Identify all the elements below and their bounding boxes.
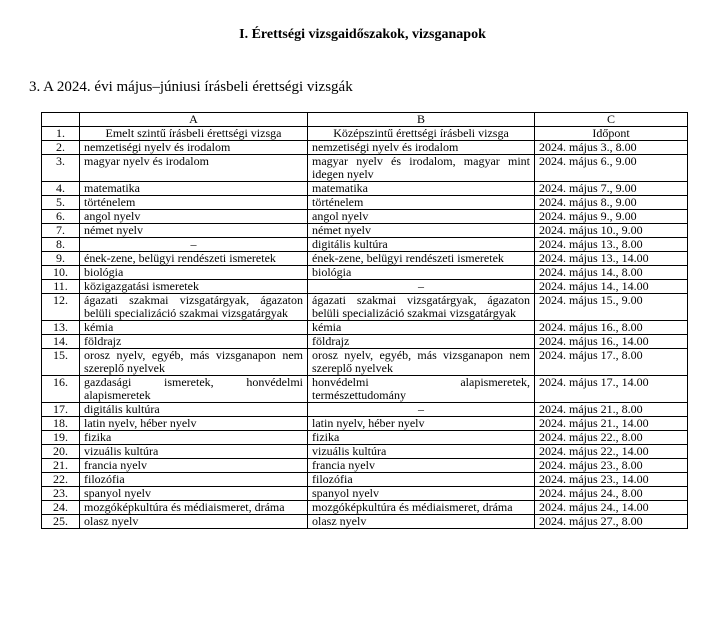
column-letter-c: C	[535, 113, 688, 127]
row-number: 7.	[42, 224, 80, 238]
table-row	[42, 417, 688, 431]
advanced-level-subject: digitális kultúra	[80, 403, 308, 417]
row-number: 2.	[42, 141, 80, 155]
column-letter-row	[42, 113, 688, 127]
intermediate-level-subject: –	[308, 403, 535, 417]
row-number: 10.	[42, 266, 80, 280]
table-row	[42, 335, 688, 349]
table-row	[42, 294, 688, 321]
exam-date: 2024. május 16., 14.00	[535, 335, 688, 349]
row-number: 16.	[42, 376, 80, 403]
exam-schedule-table	[41, 112, 688, 529]
corner-cell	[42, 113, 80, 127]
exam-date: 2024. május 13., 8.00	[535, 238, 688, 252]
advanced-level-subject: magyar nyelv és irodalom	[80, 155, 308, 182]
exam-date: 2024. május 16., 8.00	[535, 321, 688, 335]
advanced-level-subject: –	[80, 238, 308, 252]
row-number: 8.	[42, 238, 80, 252]
advanced-level-subject: filozófia	[80, 473, 308, 487]
advanced-level-subject: mozgóképkultúra és médiaismeret, dráma	[80, 501, 308, 515]
exam-date: 2024. május 23., 8.00	[535, 459, 688, 473]
table-row	[42, 403, 688, 417]
table-row	[42, 349, 688, 376]
exam-date: 2024. május 24., 8.00	[535, 487, 688, 501]
table-row	[42, 196, 688, 210]
advanced-level-subject: fizika	[80, 431, 308, 445]
intermediate-level-subject: magyar nyelv és irodalom, magyar mint idegen nyelv	[308, 155, 535, 182]
row-number: 15.	[42, 349, 80, 376]
table-row	[42, 321, 688, 335]
advanced-level-subject: vizuális kultúra	[80, 445, 308, 459]
exam-date: 2024. május 6., 9.00	[535, 155, 688, 182]
exam-date: 2024. május 14., 14.00	[535, 280, 688, 294]
exam-date: 2024. május 17., 14.00	[535, 376, 688, 403]
row-number: 13.	[42, 321, 80, 335]
row-number: 1.	[42, 127, 80, 141]
row-number: 22.	[42, 473, 80, 487]
table-row	[42, 376, 688, 403]
table-row	[42, 238, 688, 252]
intermediate-level-subject: –	[308, 280, 535, 294]
intermediate-level-subject: biológia	[308, 266, 535, 280]
advanced-level-subject: közigazgatási ismeretek	[80, 280, 308, 294]
row-number: 5.	[42, 196, 80, 210]
row-number: 3.	[42, 155, 80, 182]
table-row	[42, 431, 688, 445]
row-number: 21.	[42, 459, 80, 473]
table-row	[42, 141, 688, 155]
advanced-level-subject: latin nyelv, héber nyelv	[80, 417, 308, 431]
exam-date: 2024. május 21., 14.00	[535, 417, 688, 431]
exam-date: 2024. május 7., 9.00	[535, 182, 688, 196]
exam-date: 2024. május 8., 9.00	[535, 196, 688, 210]
intermediate-level-subject: digitális kultúra	[308, 238, 535, 252]
intermediate-level-subject: francia nyelv	[308, 459, 535, 473]
exam-date: 2024. május 17., 8.00	[535, 349, 688, 376]
row-number: 4.	[42, 182, 80, 196]
advanced-level-subject: olasz nyelv	[80, 515, 308, 529]
row-number: 14.	[42, 335, 80, 349]
advanced-level-subject: biológia	[80, 266, 308, 280]
exam-date: 2024. május 13., 14.00	[535, 252, 688, 266]
section-title: I. Érettségi vizsgaidőszakok, vizsganapok	[239, 27, 486, 42]
intermediate-level-subject: olasz nyelv	[308, 515, 535, 529]
advanced-level-subject: ágazati szakmai vizsgatárgyak, ágazaton belüli specializáció szakmai vizsgatárgyak	[80, 294, 308, 321]
row-number: 19.	[42, 431, 80, 445]
intermediate-level-subject: német nyelv	[308, 224, 535, 238]
header-row	[42, 127, 688, 141]
table-row	[42, 224, 688, 238]
intermediate-level-subject: ének-zene, belügyi rendészeti ismeretek	[308, 252, 535, 266]
table-row	[42, 155, 688, 182]
intermediate-level-subject: angol nyelv	[308, 210, 535, 224]
advanced-level-subject: spanyol nyelv	[80, 487, 308, 501]
advanced-level-subject: matematika	[80, 182, 308, 196]
row-number: 20.	[42, 445, 80, 459]
table-row	[42, 473, 688, 487]
intermediate-level-subject: filozófia	[308, 473, 535, 487]
row-number: 9.	[42, 252, 80, 266]
advanced-level-subject: földrajz	[80, 335, 308, 349]
table-row	[42, 210, 688, 224]
advanced-level-subject: kémia	[80, 321, 308, 335]
intermediate-level-subject: vizuális kultúra	[308, 445, 535, 459]
exam-date: 2024. május 22., 14.00	[535, 445, 688, 459]
intermediate-level-subject: fizika	[308, 431, 535, 445]
column-letter-b: B	[308, 113, 535, 127]
exam-date: 2024. május 23., 14.00	[535, 473, 688, 487]
table-row	[42, 182, 688, 196]
row-number: 17.	[42, 403, 80, 417]
row-number: 11.	[42, 280, 80, 294]
exam-date: 2024. május 27., 8.00	[535, 515, 688, 529]
table-row	[42, 487, 688, 501]
intermediate-level-subject: latin nyelv, héber nyelv	[308, 417, 535, 431]
intermediate-level-subject: történelem	[308, 196, 535, 210]
intermediate-level-subject: matematika	[308, 182, 535, 196]
intermediate-level-subject: ágazati szakmai vizsgatárgyak, ágazaton belüli specializáció szakmai vizsgatárgyak	[308, 294, 535, 321]
exam-date: 2024. május 15., 9.00	[535, 294, 688, 321]
exam-date: 2024. május 10., 9.00	[535, 224, 688, 238]
row-number: 24.	[42, 501, 80, 515]
advanced-level-subject: angol nyelv	[80, 210, 308, 224]
advanced-level-subject: orosz nyelv, egyéb, más vizsganapon nem szereplő nyelvek	[80, 349, 308, 376]
header-advanced-level: Emelt szintű írásbeli érettségi vizsga	[80, 127, 308, 141]
table-row	[42, 459, 688, 473]
table-row	[42, 501, 688, 515]
advanced-level-subject: német nyelv	[80, 224, 308, 238]
intermediate-level-subject: kémia	[308, 321, 535, 335]
intermediate-level-subject: mozgóképkultúra és médiaismeret, dráma	[308, 501, 535, 515]
row-number: 6.	[42, 210, 80, 224]
advanced-level-subject: ének-zene, belügyi rendészeti ismeretek	[80, 252, 308, 266]
table-row	[42, 445, 688, 459]
advanced-level-subject: történelem	[80, 196, 308, 210]
table-row	[42, 515, 688, 529]
exam-date: 2024. május 21., 8.00	[535, 403, 688, 417]
exam-date: 2024. május 24., 14.00	[535, 501, 688, 515]
row-number: 25.	[42, 515, 80, 529]
subtitle: 3. A 2024. évi május–júniusi írásbeli érettségi vizsgák	[29, 79, 353, 95]
advanced-level-subject: francia nyelv	[80, 459, 308, 473]
column-letter-a: A	[80, 113, 308, 127]
table-row	[42, 266, 688, 280]
row-number: 12.	[42, 294, 80, 321]
intermediate-level-subject: nemzetiségi nyelv és irodalom	[308, 141, 535, 155]
header-intermediate-level: Középszintű érettségi írásbeli vizsga	[308, 127, 535, 141]
exam-date: 2024. május 22., 8.00	[535, 431, 688, 445]
table-row	[42, 252, 688, 266]
exam-date: 2024. május 14., 8.00	[535, 266, 688, 280]
intermediate-level-subject: orosz nyelv, egyéb, más vizsganapon nem szereplő nyelvek	[308, 349, 535, 376]
header-date: Időpont	[535, 127, 688, 141]
row-number: 18.	[42, 417, 80, 431]
table-row	[42, 280, 688, 294]
intermediate-level-subject: honvédelmi alapismeretek, természettudomány	[308, 376, 535, 403]
intermediate-level-subject: spanyol nyelv	[308, 487, 535, 501]
exam-date: 2024. május 3., 8.00	[535, 141, 688, 155]
intermediate-level-subject: földrajz	[308, 335, 535, 349]
exam-date: 2024. május 9., 9.00	[535, 210, 688, 224]
advanced-level-subject: gazdasági ismeretek, honvédelmi alapismeretek	[80, 376, 308, 403]
advanced-level-subject: nemzetiségi nyelv és irodalom	[80, 141, 308, 155]
row-number: 23.	[42, 487, 80, 501]
